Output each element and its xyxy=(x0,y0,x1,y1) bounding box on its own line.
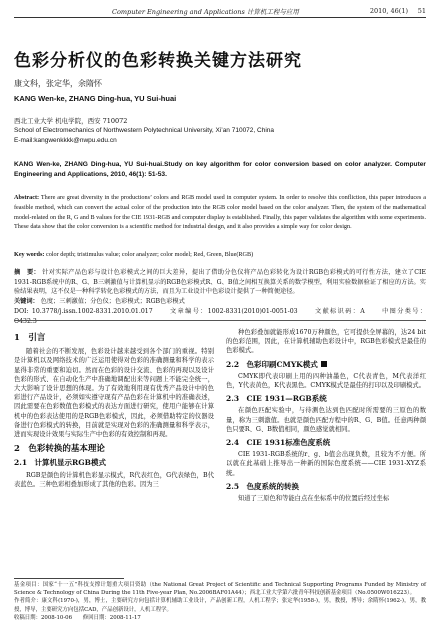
paragraph-rgb-cont: 种色彩叠加就能形成1670万种颜色，它可提供全屏幕的，达24 bit的色彩范围，因此，在计算机辅助色彩设计中，RGB色彩模式是最佳的色彩模式。 xyxy=(226,329,426,355)
abstract-en xyxy=(14,193,426,232)
subsection-heading-cmyk-text: 2.2 色彩印刷CMYK模式 xyxy=(226,359,318,369)
keywords-cn-text: 色度；三刺激值；分色仪；色彩模式；RGB色彩模式 xyxy=(40,298,185,305)
keywords-cn xyxy=(14,297,426,307)
section-heading-intro: 1 引言 xyxy=(14,333,46,343)
article-number: 文章编号：1002-8331(2010)01-0051-03 xyxy=(170,308,298,315)
authors-en: KANG Wen-ke, ZHANG Ding-hua, YU Sui-huai xyxy=(14,94,177,103)
doi: DOI: 10.3778/j.issn.1002-8331.2010.01.017 xyxy=(14,308,153,315)
subsection-heading-cie-rgb: 2.3 CIE 1931—RGB系统 xyxy=(226,394,327,404)
keywords-en xyxy=(14,250,426,260)
footnote-dates: 收稿日期：2008-10-06 修回日期：2008-11-17 xyxy=(14,614,141,620)
citation: KANG Wen-ke, ZHANG Ding-hua, YU Sui-huai.Study on key algorithm for color conversion based on color analyzer. Computer Engineering and Applications, 2010, 46(1): 51-53. xyxy=(14,161,426,178)
journal-name: Computer Engineering and Applications 计算机工程与应用 xyxy=(112,8,299,16)
header-rule xyxy=(14,17,426,18)
abstract-cn xyxy=(14,268,426,297)
keywords-en-label: Key words: xyxy=(14,251,45,258)
author-email: E-mail:kangwenkkkk@nwpu.edu.cn xyxy=(14,137,117,144)
doi-line xyxy=(14,307,426,326)
issue-info: 2010, 46(1) xyxy=(369,7,408,15)
authors-cn: 康文科，张定华，余隋怀 xyxy=(14,79,102,88)
clc-number: 中图分类号：O432.3 xyxy=(14,308,427,325)
keywords-cn-label: 关键词： xyxy=(14,298,39,305)
subsection-heading-conversion: 2.5 色度系统的转换 xyxy=(226,481,300,491)
paragraph-cmyk: CMYK即代表印刷上用的四种油墨色，C代表青色，M代表洋红色，Y代表黄色，K代表黑色。CMYK模式是最佳的打印以及印刷模式。 xyxy=(226,372,426,390)
footnote-bio: 作者简介：康文科(1970-)，男，博士，主要研究方向包括计算机辅助工业设计，产品创新工程，人机工程学；张定华(1958-)，男，教授，博导；余隋怀(1962-)，男，教授，博导，主要研究方向包括CAD，产品创新设计，人机工程学。 xyxy=(14,598,426,613)
body-column-left xyxy=(14,328,214,491)
section-heading-theory: 2 色彩转换的基本理论 xyxy=(14,444,105,455)
subsection-heading-cie-standard: 2.4 CIE 1931标准色度系统 xyxy=(226,438,331,448)
abstract-cn-text: 针对实际产品色彩与设计色彩模式之间的巨大差异，提出了借助分色仪将产品色彩转化为设计RGB色彩模式的可行性方法，建立了CIE 1931-RGB系统中的R、G、B三刺激值与计算机显示的RGB色彩模式R、G、B值之间相互换算关系的数学模型，利用实验数据验证了相应的方法。实验结果表明，这不仅是一种科学转化色彩模式的方法，而且为工业设计中色彩设计提供了一种简便途径。 xyxy=(14,269,427,296)
footnote-rule xyxy=(14,578,124,579)
footnote-fund: 基金项目：国家“十一五”科技支撑计划重大项目资助（the National Great Project of Scientific and Technical Supporting Programs Funded by Ministry of Science & Technology of China During the 11th Five-year Plan, No.2006BAF01A44）；西北工业大学第六批青年科技创新基金项目（No.0500W016223）。 xyxy=(14,582,426,597)
paragraph-cie-standard: CIE 1931-RGB系统的r、g、b值会出现负数，且较为不方便。所以就在此基础上推导出一种新的国际色度系统——CIE 1931-XYZ系统。 xyxy=(226,451,426,477)
paragraph-conversion: 知道了三原色和等能白点在坐标系中的位置后经过坐标 xyxy=(238,495,390,503)
document-code: 文献标识码：A xyxy=(314,308,365,315)
keywords-en-text: color depth; tristimulus value; color analyzer; color model; Red, Green, Blue(RGB) xyxy=(45,251,254,258)
paragraph-intro: 随着社会的不断发展，色彩设计越来越受到各个部门的重视。特别是计算机以及网络技术的广泛运用使得对色彩的准确测量和科学的表示显得非常的重要和迫切。然而在色彩的设计交流、色彩的再现以及设计色彩的形式、在自动化生产中准确地调配出来等问题上不能完全统一，大大影响了设计思想的体现。为了有效地利用现有优秀产品设计中的色彩进行产品设计，必须如实遵守现有产品色彩在计算机中的准确表述，因此需要在色彩数值色彩模式的表达方面进行研究，使用户能够在计算机中的色彩表达使用的是RGB色彩模式，因此，必须借助特定的仪器设备进行色彩模式的转换，目前就是实现对色彩的准确测量和科学表示，进而实现设计效果与实际生产中色彩的有效控制和再现。 xyxy=(14,348,214,439)
affiliation-cn: 西北工业大学 机电学院，西安 710072 xyxy=(14,117,128,125)
subsection-heading-cmyk xyxy=(226,360,426,369)
abstract-en-text: There are great diversity in the productions’ colors and RGB model used in computer system. In order to resolve this confliction, this paper introduces a feasible method, which can convert the actual color of the production into the RGB color model based on the color analyzer. Then, the system of the mathematical model-related on the R, G and B values for the CIE 1931-RGB and computer display is established. Finally, this paper validates the algorithm with some experiments. These data show that the color conversion is a scientific method for industrial design, and it also provides a simple way for color design. xyxy=(14,194,426,231)
paragraph-rgb: RGB是颜色的计算机色彩显示模式，R代表红色，G代表绿色，B代表蓝色。三种色彩相叠加形成了其他的色彩。因为三 xyxy=(14,471,214,488)
abstract-en-label: Abstract: xyxy=(14,194,40,201)
square-marker-icon xyxy=(321,361,327,367)
affiliation-en: School of Electromechanics of Northwestern Polytechnical University, Xi’an 710072, China xyxy=(14,127,275,134)
page-number: 51 xyxy=(417,7,426,15)
paragraph-cie-rgb: 在颜色匹配实验中，与待测色达到色匹配时所需要的三原色的数量，称为三刺激值。也就是颜色匹配方程中的R、G、B值。任意两种颜色只要R、G、B数值相同，颜色感觉就相同。 xyxy=(226,407,426,433)
paper-title: 色彩分析仪的色彩转换关键方法研究 xyxy=(14,51,302,71)
section-rule xyxy=(14,320,426,321)
body-column-right xyxy=(226,328,426,505)
subsection-heading-rgb: 2.1 计算机显示RGB模式 xyxy=(14,458,107,468)
footnotes xyxy=(14,581,426,620)
abstract-cn-label: 摘 要： xyxy=(14,269,41,276)
